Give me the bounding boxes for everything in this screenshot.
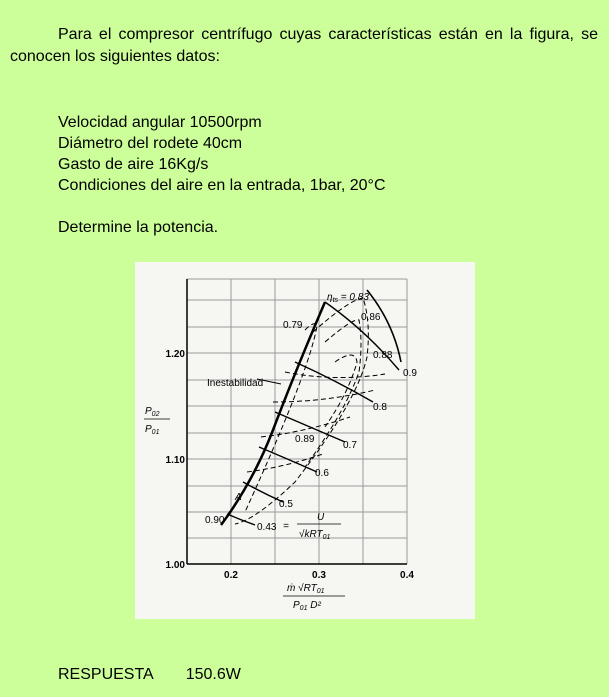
data-item-angular-velocity: Velocidad angular 10500rpm bbox=[58, 114, 262, 131]
label-eff-0-86: 0.86 bbox=[361, 312, 381, 323]
eff-contour-0-83 bbox=[235, 298, 368, 524]
eff-contour-0-79 bbox=[245, 324, 317, 512]
eta-sub: ts bbox=[332, 297, 339, 304]
y-tick-1-10: 1.10 bbox=[165, 455, 185, 466]
svg-text:ṁ √RT01 bbox=[287, 582, 325, 595]
compressor-characteristics-figure bbox=[135, 262, 475, 619]
answer-line bbox=[58, 666, 241, 684]
label-eff-0-89: 0.89 bbox=[295, 434, 315, 445]
speed-param-den: √kRT bbox=[299, 529, 323, 540]
x-axis-label bbox=[283, 582, 345, 612]
data-item-inlet-conditions: Condiciones del aire en la entrada, 1bar, 20°C bbox=[58, 177, 386, 194]
y-label-den: P bbox=[145, 424, 152, 435]
compressor-map-svg bbox=[135, 262, 475, 619]
y-label-num-sub: 02 bbox=[151, 411, 160, 418]
instability-label: Inestabilidad bbox=[207, 378, 264, 389]
plot-labels bbox=[205, 292, 417, 533]
eta-label bbox=[327, 292, 369, 304]
speed-line-0-5 bbox=[243, 482, 283, 502]
speed-param-eq: = bbox=[283, 521, 289, 532]
x-label-den: P bbox=[293, 600, 300, 611]
speed-line-0-8 bbox=[295, 362, 373, 402]
label-speed-0-43: 0.43 bbox=[257, 522, 277, 533]
eff-dash-a bbox=[285, 372, 385, 378]
y-tick-1-20: 1.20 bbox=[165, 349, 185, 360]
y-tick-1-00: 1.00 bbox=[165, 560, 185, 571]
question-text: Determine la potencia. bbox=[58, 219, 219, 236]
svg-text:√kRT01 bbox=[299, 528, 331, 541]
x-tick-0-4: 0.4 bbox=[400, 570, 414, 581]
x-label-den-tail: D² bbox=[307, 600, 321, 611]
y-axis-label bbox=[144, 406, 170, 436]
eta-value: = 0.83 bbox=[338, 292, 369, 303]
x-label-num-sub: 01 bbox=[316, 588, 325, 595]
intro-paragraph bbox=[10, 24, 598, 68]
speed-parameter-formula bbox=[283, 512, 341, 541]
data-item-rotor-diameter: Diámetro del rodete 40cm bbox=[58, 135, 243, 152]
given-data-list bbox=[58, 112, 386, 196]
label-speed-0-9: 0.9 bbox=[403, 368, 417, 379]
label-speed-0-5: 0.5 bbox=[279, 499, 293, 510]
label-speed-0-6: 0.6 bbox=[315, 468, 329, 479]
eta-symbol: η bbox=[327, 292, 333, 303]
answer-value: 150.6W bbox=[185, 666, 241, 683]
x-label-den-sub: 01 bbox=[299, 605, 308, 612]
answer-label: RESPUESTA bbox=[58, 666, 154, 683]
y-label-den-sub: 01 bbox=[151, 429, 160, 436]
svg-text:P01 D² bbox=[293, 600, 321, 612]
y-label-num: P bbox=[145, 406, 152, 417]
x-tick-0-2: 0.2 bbox=[224, 570, 238, 581]
x-tick-0-3: 0.3 bbox=[312, 570, 326, 581]
intro-text: Para el compresor centrífugo cuyas características están en la figura, se conocen los siguientes datos: bbox=[10, 26, 598, 65]
svg-text:P02 bbox=[145, 406, 160, 418]
label-point-a: A bbox=[235, 492, 242, 503]
label-speed-0-7: 0.7 bbox=[343, 440, 357, 451]
speed-param-den-sub: 01 bbox=[322, 534, 331, 541]
speed-lines bbox=[227, 302, 399, 525]
x-label-num: ṁ √RT bbox=[287, 583, 317, 594]
svg-text:P01 bbox=[145, 424, 160, 436]
data-item-air-flow: Gasto de aire 16Kg/s bbox=[58, 156, 209, 173]
label-speed-0-8: 0.8 bbox=[373, 402, 387, 413]
label-eff-0-79: 0.79 bbox=[283, 320, 303, 331]
label-eff-0-90: 0.90 bbox=[205, 515, 225, 526]
speed-param-num: U bbox=[317, 512, 325, 523]
label-eff-0-88: 0.88 bbox=[373, 350, 393, 361]
